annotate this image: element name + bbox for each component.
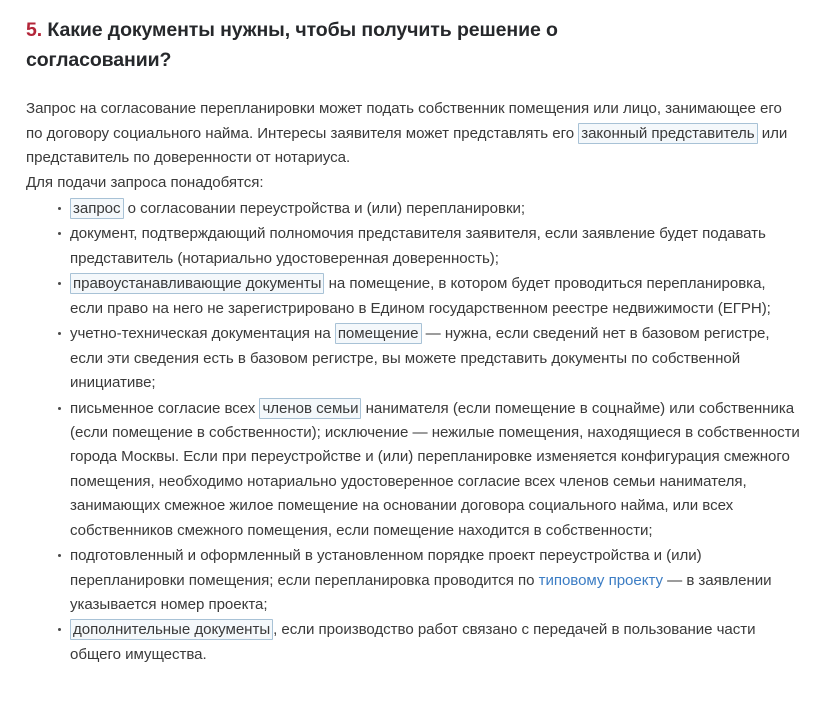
list-item-text: на помещение, в котором будет проводиться перепланировка, если право на него не зарегистрировано в Едином государственном реестре недвижимости (ЕГРН); (70, 275, 771, 317)
highlight-title-documents[interactable]: правоустанавливающие документы (70, 273, 324, 294)
list-item (58, 544, 800, 617)
list-item-text: — нужна, если сведений нет в базовом регистре, если эти сведения есть в базовом регистре, вы можете представить документы по собственной инициативе; (70, 325, 770, 392)
list-item (58, 197, 800, 221)
question-number: 5. (26, 19, 43, 41)
list-item-text: нанимателя (если помещение в соцнайме) или собственника (если помещение в собственности); исключение — нежилые помещения, находящиеся в собственности города Москвы. Если при переустройстве и (или) перепланировке изменяется конфигурация смежного помещения, необходимо нотариально удостоверенное согласие всех членов семьи нанимателя, занимающих смежное жилое помещение на основании договора социального найма, или всех собственников смежного помещения, если помещение находится в собственности; (70, 399, 800, 539)
documents-list (26, 197, 800, 667)
list-item (58, 272, 800, 321)
article-body (26, 97, 800, 667)
highlight-legal-representative[interactable]: законный представитель (578, 123, 757, 144)
list-item-text-head: учетно-техническая документация на (70, 325, 335, 343)
highlight-additional-documents[interactable]: дополнительные документы (70, 619, 273, 640)
list-item (58, 618, 800, 667)
list-item-text-head: письменное согласие всех (70, 399, 260, 417)
list-item-text: документ, подтверждающий полномочия представителя заявителя, если заявление будет подавать представитель (нотариально удостоверенная доверенность); (70, 225, 766, 267)
question-title-text: Какие документы нужны, чтобы получить решение о согласовании? (26, 19, 558, 71)
list-item (58, 397, 800, 544)
intro-paragraph (26, 97, 798, 170)
list-item-text: о согласовании переустройства и (или) перепланировки; (123, 200, 526, 217)
page-title (26, 16, 666, 75)
link-standard-project[interactable]: типовому проекту (538, 571, 663, 589)
highlight-request[interactable]: запрос (70, 198, 124, 219)
list-item (58, 222, 800, 271)
intro-text-before: Запрос на согласование перепланировки может подать собственник помещения или лицо, занимающее его по договору социального найма. Интересы заявителя может представлять его (26, 100, 782, 142)
list-item (58, 322, 800, 395)
highlight-family-members[interactable]: членов семьи (259, 398, 361, 419)
list-item-text-head: подготовленный и оформленный в установленном порядке проект переустройства и (или) перепланировки помещения; если перепланировка проводится по (70, 547, 702, 589)
list-intro-paragraph: Для подачи запроса понадобятся: (26, 173, 264, 191)
intro-text-after: или представитель по доверенности от нотариуса. (26, 124, 788, 167)
list-item-text: — в заявлении указывается номер проекта; (70, 571, 772, 613)
highlight-premises[interactable]: помещение (335, 323, 422, 344)
list-item-text: , если производство работ связано с передачей в пользование части общего имущества. (70, 621, 756, 663)
